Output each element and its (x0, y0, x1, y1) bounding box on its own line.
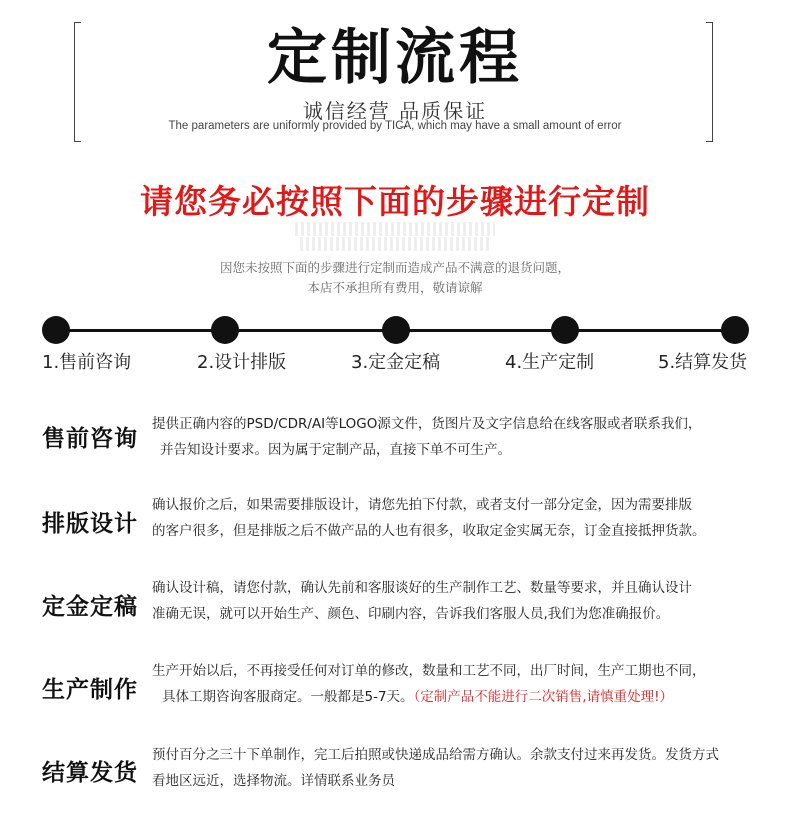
section-body-settlement (152, 742, 762, 794)
section-line: 的客户很多，但是排版之后不做产品的人也有很多，收取定金实属无奈，订金直接抵押货款。 (152, 523, 706, 539)
section-body-consult (152, 411, 762, 463)
section-line: 确认设计稿，请您付款，确认先前和客服谈好的生产制作工艺、数量等要求，并且确认设计 (152, 580, 692, 596)
step-label-2: 2.设计排版 (197, 352, 287, 373)
section-heading-production: 生产制作 (42, 677, 138, 703)
section-heading-deposit: 定金定稿 (42, 594, 138, 620)
step-label-4: 4.生产定制 (505, 352, 595, 373)
tagline: The parameters are uniformly provided by TIC̶A, which may have a small amount of error (168, 120, 622, 132)
page-title: 定制流程 (267, 23, 523, 93)
section-line: 生产开始以后，不再接受任何对订单的修改，数量和工艺不同，出厂时间，生产工期也不同， (152, 663, 706, 679)
resale-warning: （定制产品不能进行二次销售,请慎重处理!） (413, 689, 674, 705)
section-line: 看地区远近，选择物流。详情联系业务员 (152, 773, 395, 789)
step-label-1: 1.售前咨询 (42, 352, 132, 373)
notice-headline: 请您务必按照下面的步骤进行定制 (140, 182, 650, 221)
section-body-design (152, 492, 762, 544)
timeline-dot-1 (42, 316, 70, 344)
section-body-deposit (152, 575, 762, 627)
disclaimer-line-1: 因您未按照下面的步骤进行定制而造成产品不满意的退货问题， (219, 260, 570, 275)
disclaimer-line-2: 本店不承担所有费用，敬请谅解 (307, 280, 483, 295)
step-label-5: 5.结算发货 (658, 352, 748, 373)
section-line: 预付百分之三十下单制作，完工后拍照或快递成品给需方确认。余款支付过来再发货。发货方式 (152, 747, 719, 763)
section-line-text: 具体工期咨询客服商定。一般都是5-7天。 (162, 689, 414, 705)
section-body-production (152, 658, 762, 710)
decorative-faint-text (295, 222, 495, 236)
step-label-3: 3.定金定稿 (351, 352, 441, 373)
section-heading-design: 排版设计 (42, 511, 138, 537)
timeline-dot-2 (211, 316, 239, 344)
section-line: 提供正确内容的PSD/CDR/AI等LOGO源文件，货图片及文字信息给在线客服或者联系我们， (152, 416, 702, 432)
disclaimer (0, 258, 790, 298)
section-line: 确认报价之后，如果需要排版设计，请您先拍下付款，或者支付一部分定金，因为需要排版 (152, 497, 692, 513)
timeline-dot-3 (382, 316, 410, 344)
section-line: 并告知设计要求。因为属于定制产品，直接下单不可生产。 (160, 442, 511, 458)
section-line (152, 684, 762, 710)
section-heading-settlement: 结算发货 (42, 760, 138, 786)
timeline-dot-5 (721, 316, 749, 344)
section-heading-consult: 售前咨询 (42, 426, 138, 452)
decorative-faint-text (300, 237, 490, 251)
page-subtitle: 诚信经营 品质保证 (302, 99, 488, 123)
timeline-dot-4 (551, 316, 579, 344)
section-line: 准确无误，就可以开始生产、颜色、印刷内容，告诉我们客服人员,我们为您准确报价。 (152, 606, 670, 622)
